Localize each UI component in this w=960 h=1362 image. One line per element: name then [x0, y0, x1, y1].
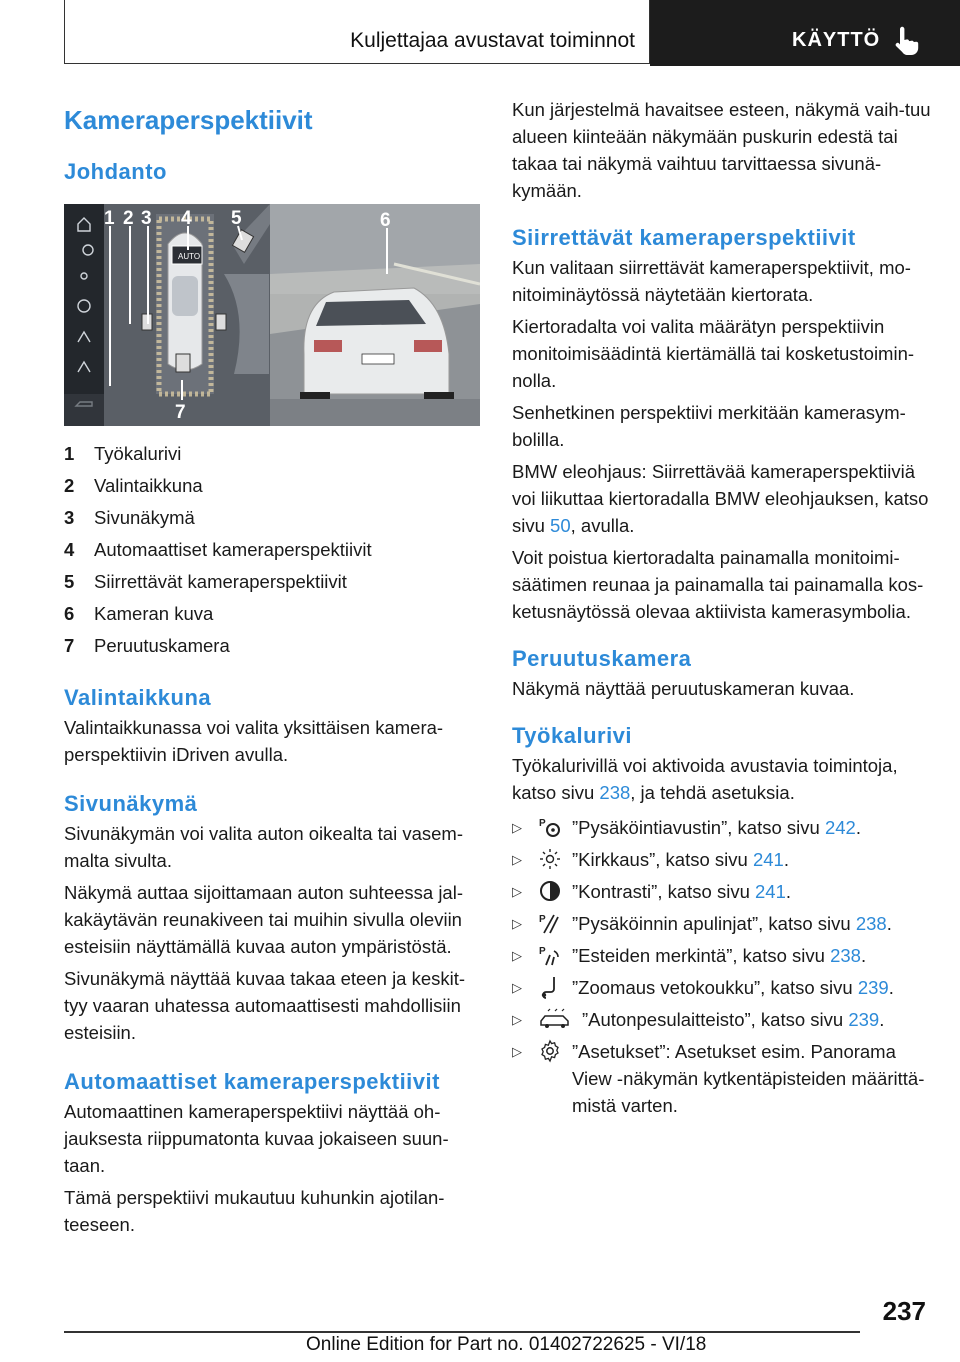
page-link[interactable]: 239	[857, 977, 889, 998]
chapter-tab-label: KÄYTTÖ	[792, 29, 881, 51]
callout-2: 2	[123, 208, 134, 229]
valintaikkuna-heading: Valintaikkuna	[64, 685, 212, 710]
bullet-marker: ▷	[512, 980, 522, 995]
list-item-text: ”Pysäköinnin apulinjat”, katso sivu	[572, 913, 856, 934]
legend-number: 6	[64, 603, 75, 624]
legend-label: Valintaikkuna	[94, 475, 203, 496]
list-item-end: .	[888, 977, 894, 998]
park-assist-icon	[538, 815, 562, 839]
page-link-50[interactable]: 50	[550, 515, 571, 536]
automaattiset-paragraph-2: Tämä perspektiivi mukautuu kuhunkin ajotilan-teeseen.	[64, 1187, 445, 1235]
page-number: 237	[882, 1296, 926, 1326]
obstacle-marking-icon	[538, 943, 562, 967]
automaattiset-paragraph-1: Automaattinen kameraperspektiivi näyttää oh-jauksesta riippumatonta kuvaa jokaiseen suun-taan.	[64, 1101, 449, 1176]
legend-label: Työkalurivi	[94, 443, 182, 464]
callout-4: 4	[181, 208, 192, 229]
section-title: Kuljettajaa avustavat toiminnot	[350, 29, 635, 52]
car-wash-icon	[538, 1007, 572, 1031]
list-item	[512, 942, 932, 969]
callout-1: 1	[104, 208, 115, 229]
legend-item	[64, 470, 480, 502]
list-item	[512, 814, 932, 841]
list-item	[512, 878, 932, 905]
tow-hitch-icon	[538, 975, 562, 999]
edition-note: Online Edition for Part no. 01402722625 - VI/18	[306, 1334, 707, 1355]
bullet-marker: ▷	[512, 948, 522, 963]
legend-item	[64, 438, 480, 470]
svg-text:P: P	[539, 818, 546, 829]
legend-label: Kameran kuva	[94, 603, 214, 624]
footer-divider	[64, 1331, 860, 1333]
list-item-end: .	[855, 817, 861, 838]
sivunakyma-paragraph-2: Näkymä auttaa sijoittamaan auton suhteessa jal-kakäytävän reunakiveen tai muihin sivulla oleviin esteisiin näyttämällä kuvaa auton ympäristöstä.	[64, 882, 463, 957]
legend-number: 3	[64, 507, 75, 528]
sivunakyma-paragraph-3: Sivunäkymä näyttää kuvaa takaa eteen ja keskit-tyy vaaran uhatessa automaattisesti mahdollisiin esteisiin.	[64, 968, 466, 1043]
callout-5: 5	[231, 208, 242, 229]
list-item-text: ”Autonpesulaitteisto”, katso sivu	[582, 1009, 849, 1030]
brightness-icon	[538, 847, 562, 871]
page-link[interactable]: 241	[755, 881, 786, 902]
legend-item	[64, 502, 480, 534]
figure-legend	[64, 438, 480, 662]
legend-number: 1	[64, 443, 75, 464]
legend-number: 7	[64, 635, 75, 656]
list-item-text: ”Kirkkaus”, katso sivu	[572, 849, 753, 870]
bullet-marker: ▷	[512, 820, 522, 835]
legend-item	[64, 566, 480, 598]
bullet-marker: ▷	[512, 1044, 522, 1059]
running-header	[64, 0, 650, 64]
svg-text:P: P	[539, 914, 546, 925]
siirrettavat-paragraph-4	[512, 458, 932, 539]
list-item	[512, 910, 932, 937]
page-link[interactable]: 239	[848, 1009, 880, 1030]
legend-number: 5	[64, 571, 75, 592]
legend-number: 4	[64, 539, 75, 560]
list-item	[512, 1006, 932, 1033]
obstacle-view-paragraph: Kun järjestelmä havaitsee esteen, näkymä vaih-tuu alueen kiinteään näkymään puskurin edestä tai takaa tai näkymä vaihtuu tarvittaessa sivunä-kymään.	[512, 99, 931, 201]
chapter-tab[interactable]	[650, 0, 960, 66]
legend-item	[64, 598, 480, 630]
camera-view-illustration	[64, 204, 480, 426]
siirrettavat-paragraph-1: Kun valitaan siirrettävät kameraperspektiivit, mo-nitoiminäytössä näytetään kiertorata.	[512, 257, 911, 305]
list-item-end: .	[860, 945, 867, 966]
legend-label: Peruutuskamera	[94, 635, 230, 656]
list-item-text: ”Esteiden merkintä”, katso sivu	[572, 945, 831, 966]
bullet-marker: ▷	[512, 916, 522, 931]
settings-gear-icon	[538, 1039, 562, 1063]
gesture-text: BMW eleohjaus: Siirrettävää kameraperspektiiviä voi liikuttaa kiertoradalla BMW eleohjauksen, katso sivu	[512, 461, 929, 536]
legend-label: Automaattiset kameraperspektiivit	[94, 539, 372, 560]
list-item-end: .	[783, 849, 789, 870]
tyokalurivi-text	[512, 752, 932, 806]
list-item-text: ”Asetukset”: Asetukset esim. Panorama View -näkymän kytkentäpisteiden määrittä-mistä varten.	[572, 1041, 925, 1116]
camera-view-drawing	[64, 204, 480, 426]
list-item	[512, 1038, 932, 1119]
peruutuskamera-text: Näkymä näyttää peruutuskameran kuvaa.	[512, 678, 855, 699]
siirrettavat-paragraph-2: Kiertoradalta voi valita määrätyn perspektiivin monitoimisäädintä kiertämällä tai kosketustoimin-nolla.	[512, 316, 915, 391]
legend-item	[64, 630, 480, 662]
callout-3: 3	[141, 208, 152, 229]
legend-label: Siirrettävät kameraperspektiivit	[94, 571, 347, 592]
auto-camera-label: AUTO	[178, 252, 201, 261]
list-item-text: ”Kontrasti”, katso sivu	[572, 881, 756, 902]
bullet-marker: ▷	[512, 852, 522, 867]
list-item	[512, 974, 932, 1001]
peruutuskamera-heading: Peruutuskamera	[512, 646, 692, 671]
legend-item	[64, 534, 480, 566]
bullet-marker: ▷	[512, 1012, 522, 1027]
list-item-end: .	[785, 881, 792, 902]
list-item-text: ”Pysäköintiavustin”, katso sivu	[572, 817, 825, 838]
legend-label: Sivunäkymä	[94, 507, 195, 528]
toolbar-strip	[64, 204, 104, 426]
contrast-icon	[538, 879, 562, 903]
sivunakyma-heading: Sivunäkymä	[64, 791, 198, 816]
parking-lines-icon	[538, 911, 562, 935]
tyokalurivi-heading: Työkalurivi	[512, 723, 633, 748]
tyokalurivi-text-end: , ja tehdä asetuksia.	[630, 782, 795, 803]
siirrettavat-paragraph-3: Senhetkinen perspektiivi merkitään kamerasym-bolilla.	[512, 402, 906, 450]
svg-text:P: P	[539, 946, 546, 957]
page-link[interactable]: 238	[855, 913, 887, 934]
list-item-end: .	[886, 913, 892, 934]
list-item-text: ”Zoomaus vetokoukku”, katso sivu	[572, 977, 858, 998]
legend-number: 2	[64, 475, 75, 496]
siirrettavat-paragraph-5: Voit poistua kiertoradalta painamalla monitoimi-säätimen reunaa ja painamalla tai painamalla kos-ketusnäytössä olevaa aktiivista kamerasymbolia.	[512, 547, 924, 622]
gesture-text-end: , avulla.	[570, 515, 635, 536]
siirrettavat-heading: Siirrettävät kameraperspektiivit	[512, 225, 856, 250]
left-column	[64, 98, 480, 1238]
bullet-marker: ▷	[512, 884, 522, 899]
callout-7: 7	[175, 402, 186, 423]
list-item	[512, 846, 932, 873]
page-link[interactable]: 242	[824, 817, 856, 838]
sivunakyma-paragraph-1: Sivunäkymän voi valita auton oikealta tai vasem-malta sivulta.	[64, 823, 463, 871]
valintaikkuna-text: Valintaikkunassa voi valita yksittäisen kamera-perspektiivin iDriven avulla.	[64, 717, 444, 765]
callout-6: 6	[380, 210, 391, 231]
page-link[interactable]: 238	[830, 945, 861, 966]
page-link-238[interactable]: 238	[599, 782, 631, 803]
page-link[interactable]: 241	[752, 849, 784, 870]
page-title: Kameraperspektiivit	[64, 105, 313, 135]
list-item-end: .	[879, 1009, 885, 1030]
right-column	[512, 96, 932, 1124]
hand-pointer-icon	[892, 26, 920, 56]
toolbar-function-list	[512, 814, 932, 1119]
intro-heading: Johdanto	[64, 159, 167, 184]
automaattiset-heading: Automaattiset kameraperspektiivit	[64, 1069, 440, 1094]
tyokalurivi-text-start: Työkalurivillä voi aktivoida avustavia toimintoja, katso sivu	[512, 755, 898, 803]
